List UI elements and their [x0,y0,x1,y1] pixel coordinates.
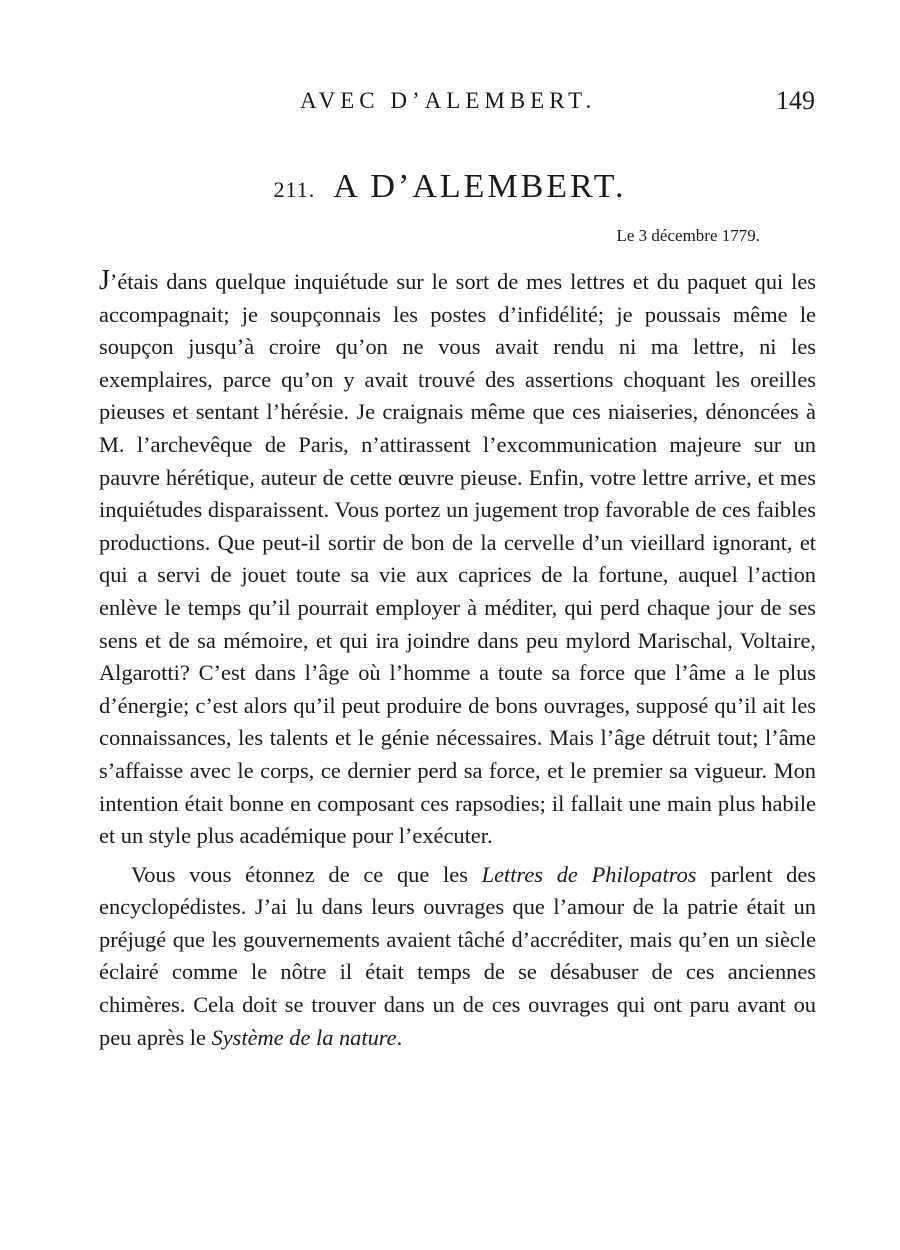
initial-letter: J [99,265,110,296]
paragraph-2-after: . [396,1024,403,1050]
paragraph-2 [99,859,816,1055]
paragraph-2-before: Vous vous étonnez de ce que les [131,861,482,887]
letter-body [99,265,816,1054]
book-title-philopatros: Lettres de Philopatros [481,861,697,887]
paragraph-1-text: ’étais dans quelque inquiétude sur le sort de mes lettres et du paquet qui les accompagnait; je soupçonnais les postes d’infidélité; je poussais même le soupçon jusqu’à croire qu’on ne vous avait rendu ni ma lettre, ni les exemplaires, parce qu’on y avait trouvé des assertions choquant les oreilles pieuses et sentant l’hérésie. Je craignais même que ces niaiseries, dénoncées à M. l’archevêque de Paris, n’attirassent l’excommunication majeure sur un pauvre hérétique, auteur de cette œuvre pieuse. Enfin, votre lettre arrive, et mes inquiétudes disparaissent. Vous portez un jugement trop favorable de ces faibles productions. Que peut-il sortir de bon de la cervelle d’un vieillard ignorant, et qui a servi de jouet toute sa vie aux caprices de la fortune, auquel l’action enlève le temps qu’il pourrait employer à méditer, qui perd chaque jour de ses sens et de sa mémoire, et qui ira joindre dans peu mylord Marischal, Voltaire, Algarotti? C’est dans l’âge où l’homme a toute sa force que l’âme a le plus d’énergie; c’est alors qu’il peut produire de bons ouvrages, supposé qu’il ait les connaissances, les talents et le génie nécessaires. Mais l’âge détruit tout; l’âme s’affaisse avec le corps, ce dernier perd sa force, et le premier sa vigueur. Mon intention était bonne en composant ces rapsodies; il fallait une main plus habile et un style plus académique pour l’exécuter. [99,269,816,849]
paragraph-1 [99,265,816,853]
running-title: AVEC D’ALEMBERT. [300,88,597,113]
book-title-systeme: Système de la nature [211,1024,397,1050]
page-number: 149 [776,86,815,115]
running-head [0,88,900,128]
letter-date: Le 3 décembre 1779. [616,226,760,245]
letter-title: A D’ALEMBERT. [333,168,627,205]
paragraph-2-middle: parlent des encyclopédistes. J’ai lu dans leurs ouvrages que l’amour de la patrie était un préjugé que les gouvernements avaient tâché d’accréditer, mais qu’en un siècle éclairé comme le nôtre il était temps de se désabuser de ces anciennes chimères. Cela doit se trouver dans un de ces ouvrages qui ont paru avant ou peu après le [99,861,816,1050]
letter-heading [0,168,900,206]
letter-number: 211. [273,177,316,202]
